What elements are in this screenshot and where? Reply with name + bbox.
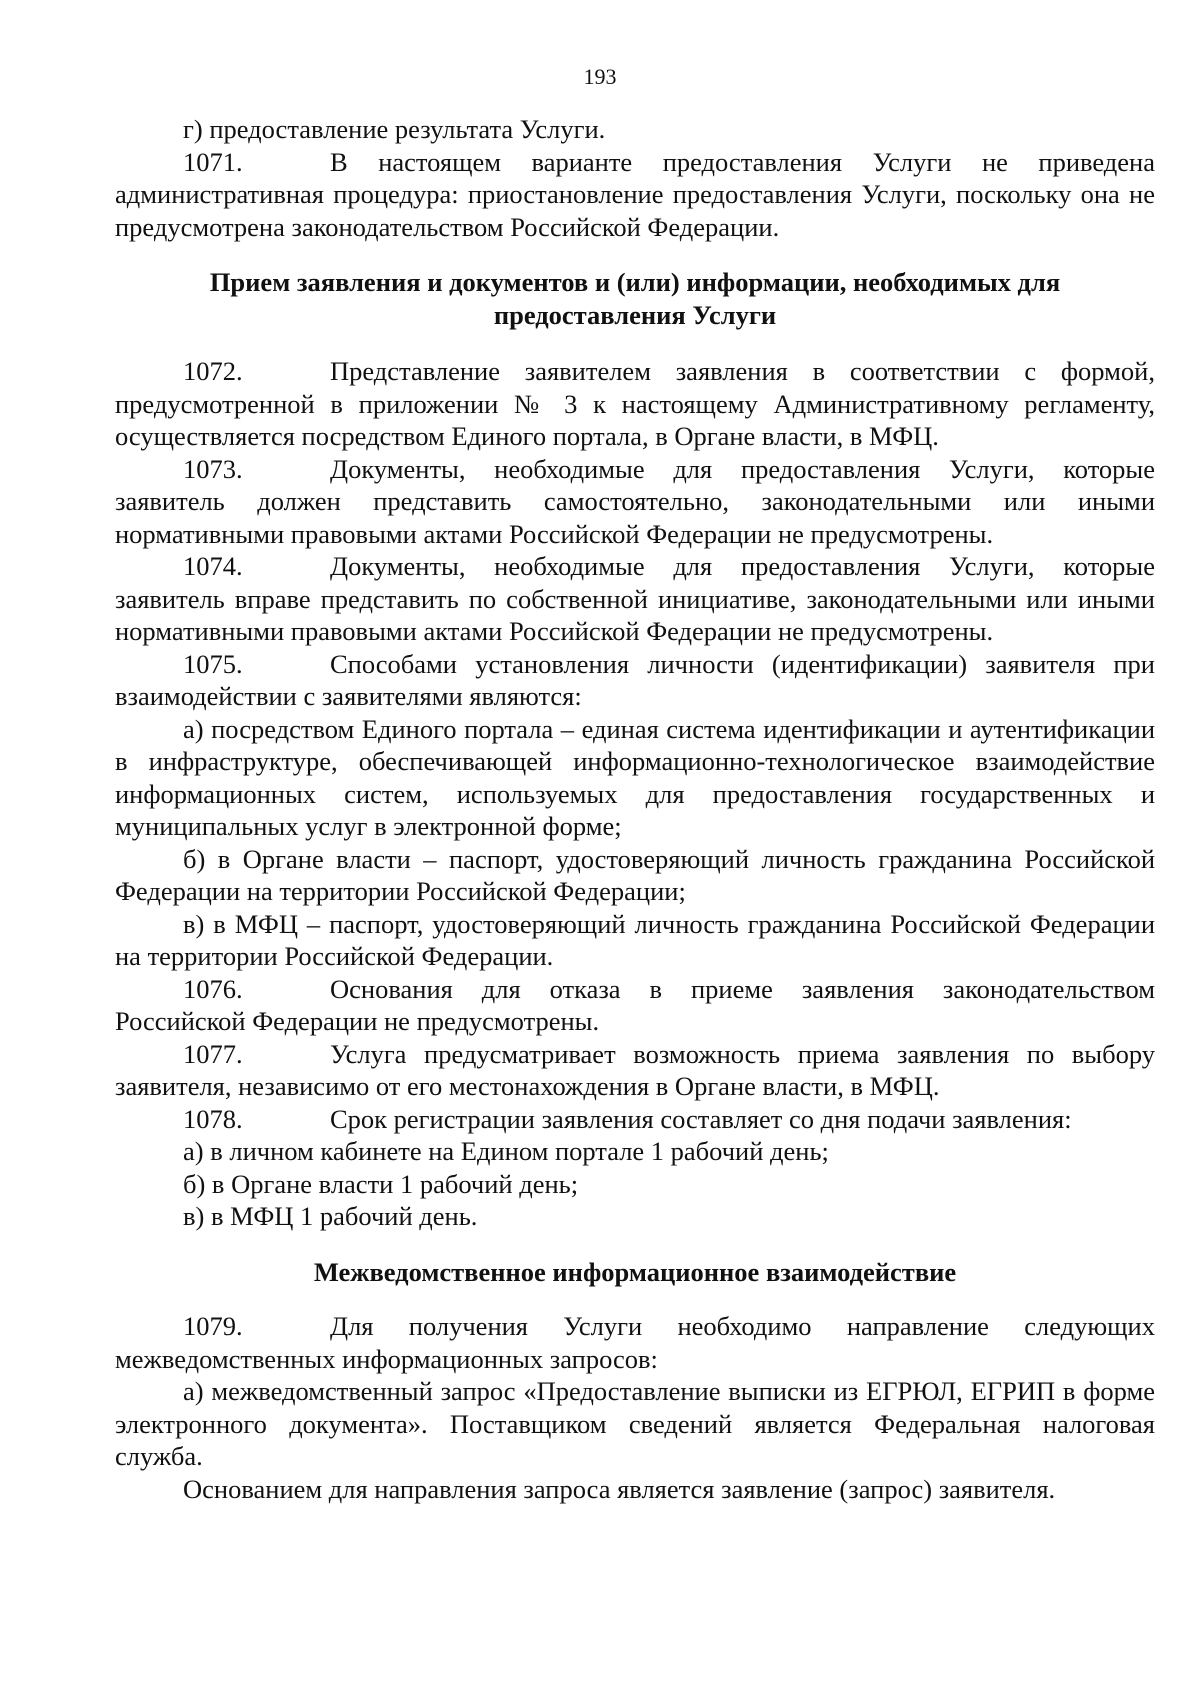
- paragraph-text: Способами установления личности (идентификации) заявителя при взаимодействии с заявителями являются:: [115, 648, 1155, 711]
- paragraph-text: Документы, необходимые для предоставления Услуги, которые заявитель должен представить самостоятельно, законодательными или иными нормативными правовыми актами Российской Федерации не предусмотрены.: [115, 453, 1155, 549]
- section-heading-interagency: Межведомственное информационное взаимодействие: [313, 1256, 957, 1287]
- document-body: [115, 113, 1155, 1505]
- paragraph-text: Для получения Услуги необходимо направление следующих межведомственных информационных запросов:: [115, 1311, 1155, 1374]
- paragraph: а) в личном кабинете на Едином портале 1 рабочий день;: [183, 1136, 829, 1166]
- paragraph-text: Документы, необходимые для предоставления Услуги, которые заявитель вправе представить по собственной инициативе, законодательными или иными нормативными правовыми актами Российской Федерации не предусмотрены.: [115, 551, 1155, 646]
- list-item: [115, 908, 1155, 973]
- paragraph-number: 1071.: [183, 146, 243, 177]
- paragraph-text: Представление заявителем заявления в соответствии с формой, предусмотренной в приложении № 3 к настоящему Административному регламенту, осуществляется посредством Единого портала, в Органе власти, в МФЦ.: [115, 356, 1155, 451]
- paragraph-number: 1075.: [183, 648, 243, 679]
- paragraph-number: 1079.: [183, 1311, 243, 1341]
- list-item-text: в Органе власти – паспорт, удостоверяющий личность гражданина Российской Федерации на территории Российской Федерации;: [115, 843, 1156, 906]
- section-interagency: [115, 1310, 1155, 1505]
- paragraph-text: Срок регистрации заявления составляет со дня подачи заявления:: [330, 1103, 1072, 1134]
- list-item-text: в МФЦ – паспорт, удостоверяющий личность гражданина Российской Федерации на территории Российской Федерации.: [115, 908, 1155, 971]
- paragraph: в) в МФЦ 1 рабочий день.: [183, 1201, 478, 1231]
- list-item-letter: а): [183, 713, 204, 744]
- list-item: [115, 843, 1155, 908]
- paragraph-number: 1078.: [183, 1103, 243, 1134]
- paragraph-number: 1076.: [183, 973, 243, 1004]
- section-heading-application-intake: Прием заявления и документов и (или) информации, необходимых для предоставления Услуги: [209, 267, 1061, 330]
- paragraph-number: 1077.: [183, 1038, 243, 1069]
- numbered-paragraph: [115, 1038, 1155, 1103]
- list-item-letter: в): [183, 908, 205, 939]
- numbered-paragraph: [115, 1103, 1155, 1136]
- paragraph: г) предоставление результата Услуги.: [183, 114, 606, 144]
- numbered-paragraph: [115, 973, 1155, 1038]
- list-item-text: посредством Единого портала – единая система идентификации и аутентификации в инфраструктуре, обеспечивающей информационно-технологическое взаимодействие информационных систем, используемых для предоставления государственных и муниципальных услуг в электронной форме;: [115, 713, 1155, 841]
- numbered-paragraph: [115, 453, 1155, 551]
- paragraph: Основанием для направления запроса является заявление (запрос) заявителя.: [183, 1473, 1056, 1504]
- paragraph-number: 1074.: [183, 551, 243, 581]
- numbered-paragraph: [115, 550, 1155, 648]
- list-item-letter: б): [183, 843, 206, 874]
- numbered-paragraph: [115, 1310, 1155, 1375]
- list-item: [115, 713, 1155, 843]
- paragraph-text: В настоящем варианте предоставления Услуги не приведена административная процедура: приостановление предоставления Услуги, поскольку она не предусмотрена законодательством Российской Федерации.: [115, 146, 1155, 242]
- section-application-intake: [115, 355, 1155, 1233]
- paragraph-text: Услуга предусматривает возможность приема заявления по выбору заявителя, независимо от его местонахождения в Органе власти, в МФЦ.: [115, 1038, 1155, 1101]
- numbered-paragraph: [115, 146, 1155, 244]
- page-number: 193: [583, 64, 617, 89]
- paragraph-number: 1072.: [183, 356, 243, 386]
- numbered-paragraph: [115, 648, 1155, 713]
- paragraph: б) в Органе власти 1 рабочий день;: [183, 1168, 579, 1199]
- paragraph: а) межведомственный запрос «Предоставление выписки из ЕГРЮЛ, ЕГРИП в форме электронного документа». Поставщиком сведений является Федеральная налоговая служба.: [115, 1376, 1155, 1471]
- paragraph-number: 1073.: [183, 453, 243, 484]
- numbered-paragraph: [115, 355, 1155, 453]
- section-top: [115, 113, 1155, 243]
- paragraph-text: Основания для отказа в приеме заявления законодательством Российской Федерации не предусмотрены.: [115, 973, 1155, 1036]
